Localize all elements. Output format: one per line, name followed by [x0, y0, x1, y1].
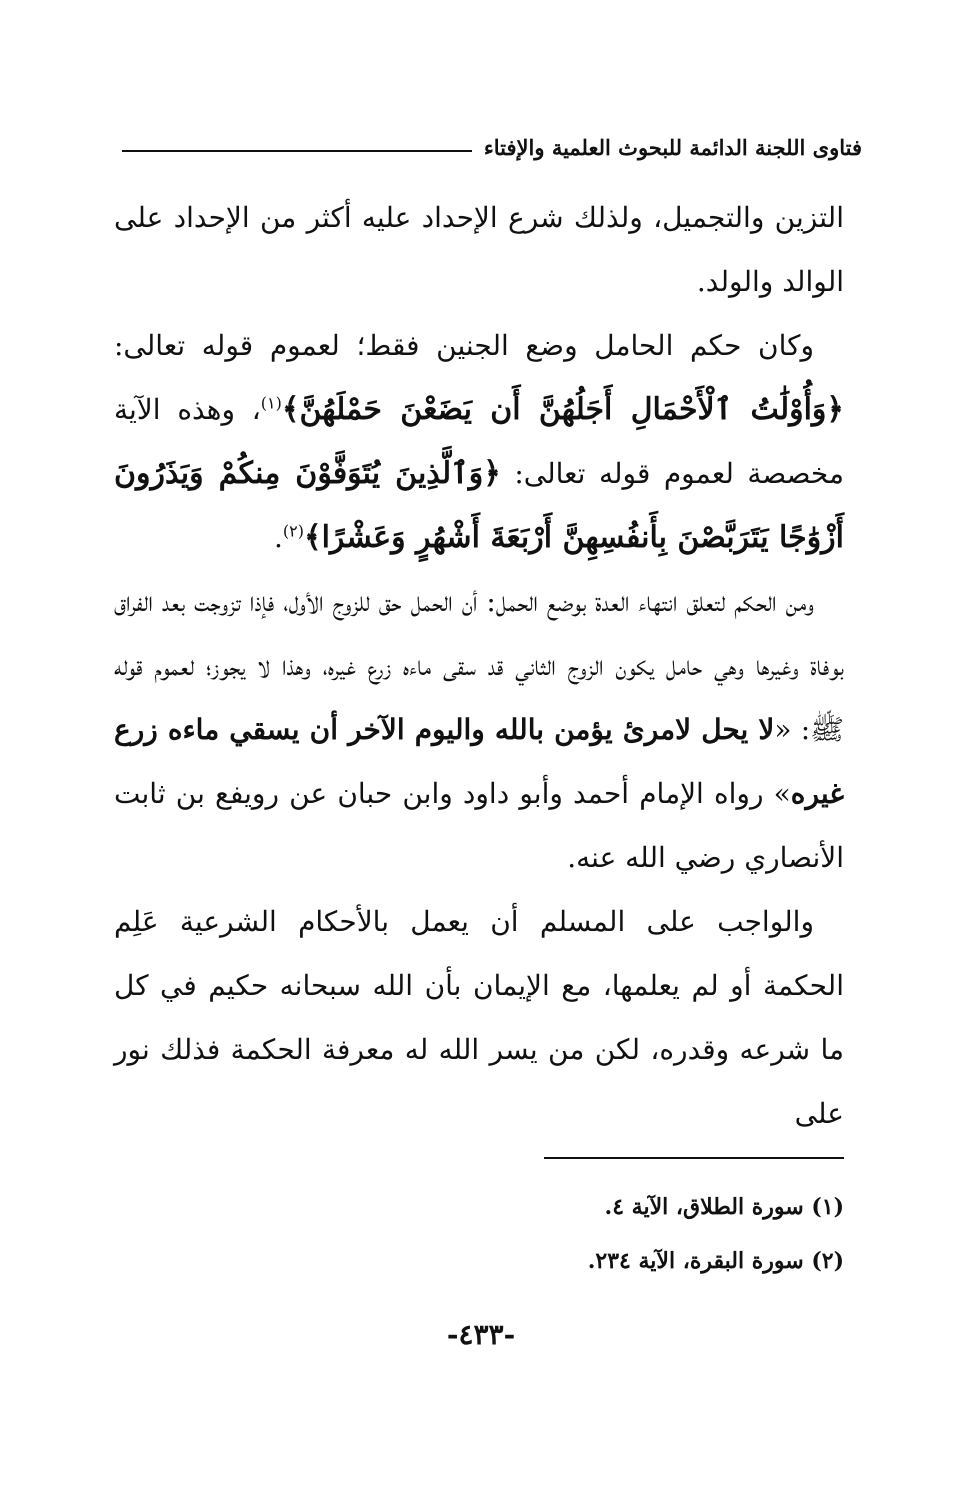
running-header-title: فتاوى اللجنة الدائمة للبحوث العلمية والإفتاء — [483, 135, 862, 160]
paragraph-2 — [114, 314, 844, 570]
paragraph-3 — [114, 570, 844, 890]
footnote-separator — [544, 1157, 844, 1159]
footnote-2: (٢) سورة البقرة، الآية ٢٣٤. — [587, 1248, 844, 1274]
paragraph-2-intro: وكان حكم الحامل وضع الجنين فقط؛ لعموم قوله تعالى: — [114, 329, 814, 362]
footnote-ref-1: (١) — [260, 393, 282, 413]
paragraph-3-end: » رواه الإمام أحمد وأبو داود وابن حبان عن رويفع بن ثابت الأنصاري رضي الله عنه. — [114, 777, 844, 874]
footnote-ref-2: (٢) — [282, 521, 304, 541]
paragraph-1: التزين والتجميل، ولذلك شرع الإحداد عليه أكثر من الإحداد على الوالد والولد. — [114, 201, 844, 298]
footnotes — [114, 1180, 844, 1288]
hadith-quote: لا يحل لامرئ يؤمن بالله واليوم الآخر أن يسقي ماءه زرع غيره — [114, 713, 845, 810]
paragraph-4: والواجب على المسلم أن يعمل بالأحكام الشرعية عَلِم الحكمة أو لم يعلمها، مع الإيمان بأن الله سبحانه حكيم في كل ما شرعه وقدره، لكن من يسر الله له معرفة الحكمة فذلك نور على — [114, 905, 844, 1130]
body-text — [114, 186, 844, 1146]
quran-verse-2: ﴿وَٱلَّذِينَ يُتَوَفَّوْنَ مِنكُمْ وَيَذَرُونَ أَزْوَٰجًا يَتَرَبَّصْنَ بِأَنفُسِهِنَّ أَرْبَعَةَ أَشْهُرٍ وَعَشْرًا﴾ — [114, 456, 844, 555]
header-rule — [122, 150, 472, 152]
footnote-1: (١) سورة الطلاق، الآية ٤. — [604, 1194, 844, 1220]
running-header — [122, 128, 862, 168]
quran-verse-1: ﴿وَأُوْلَٰتُ ٱلْأَحْمَالِ أَجَلُهُنَّ أَن يَضَعْنَ حَمْلَهُنَّ﴾ — [281, 392, 844, 427]
paragraph-3-intro: ومن الحكم لتعلق انتهاء العدة بوضع الحمل: أن الحمل حق للزوج الأول، فإذا تزوجت بعد الفراق بوفاة وغيرها وهي حامل يكون الزوج الثاني قد سقى ماءه زرع غيره، وهذا لا يجوز؛ لعموم قوله ﷺ: « — [114, 585, 844, 746]
page-number: -٤٣٣- — [446, 1318, 516, 1351]
paragraph-2-end: . — [273, 521, 283, 554]
paragraph-2-middle: ، وهذه الآية مخصصة لعموم قوله تعالى: — [114, 393, 844, 490]
